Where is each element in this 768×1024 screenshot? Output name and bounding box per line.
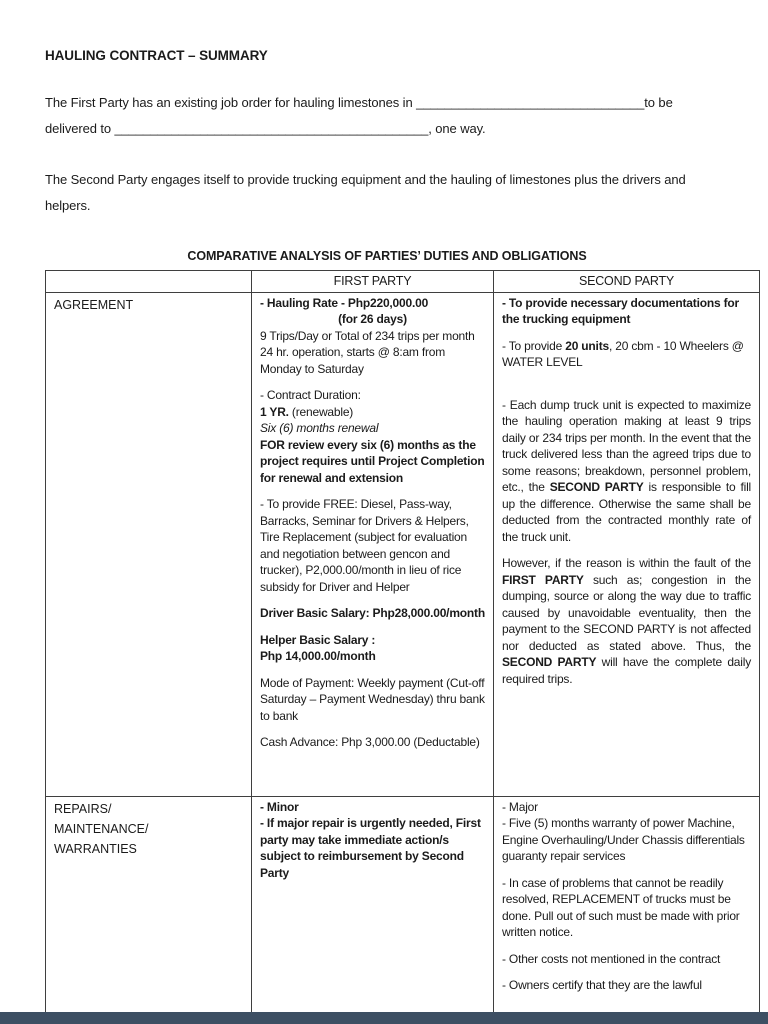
cell-paragraph [54, 799, 243, 819]
cell-paragraph [260, 437, 485, 487]
text-run: 24 hr. operation, starts @ 8:am from Monday to Saturday [260, 345, 446, 376]
text-run: - Owners certify that they are the lawful [502, 978, 702, 992]
cell-paragraph [502, 875, 751, 941]
agreement-second-party-cell [494, 292, 760, 796]
agreement-first-party-cell [252, 292, 494, 796]
text-run: such as; congestion in the dumping, source or along the way due to traffic caused by unavoidable eventuality, then the payment to the SECOND PARTY is not affected nor deducted as stated above. Thus, the [502, 572, 751, 653]
text-run: 20 units [565, 338, 609, 353]
text-run: Six (6) months renewal [260, 421, 379, 435]
text-run: MAINTENANCE/ [54, 821, 149, 836]
header-cell-first-party: FIRST PARTY [252, 271, 494, 293]
cell-paragraph [260, 734, 485, 751]
viewer-footer-bar [0, 1012, 768, 1024]
intro-line-2 [45, 116, 729, 142]
text-run: FOR review every six (6) months as the project requires until Project Completion for renewal and extension [260, 437, 485, 485]
cell-paragraph [260, 675, 485, 725]
text-run: 1 YR. [260, 404, 289, 419]
blank-line: ________________________________ [416, 95, 645, 110]
header-cell-second-party: SECOND PARTY [494, 271, 760, 293]
cell-paragraph [502, 815, 751, 865]
text-run: to be [644, 95, 673, 110]
repairs-first-party-cell [252, 796, 494, 1012]
intro-paragraph-2: The Second Party engages itself to provide trucking equipment and the hauling of limestones plus the drivers and helpers. [45, 172, 686, 213]
text-run: Cash Advance: Php 3,000.00 (Deductable) [260, 735, 480, 749]
text-run: 9 Trips/Day or Total of 234 trips per month [260, 328, 475, 343]
text-run: - Minor [260, 799, 299, 814]
cell-paragraph [502, 555, 751, 687]
table-row-repairs [46, 796, 760, 1012]
cell-paragraph [502, 951, 751, 968]
cell-paragraph [260, 648, 485, 665]
cell-paragraph [260, 344, 485, 377]
text-run: However, if the reason is within the fault of the [502, 556, 751, 570]
table-title: COMPARATIVE ANALYSIS OF PARTIES’ DUTIES AND OBLIGATIONS [187, 249, 587, 263]
text-run: , 20 cbm - 10 Wheelers @ WATER LEVEL [502, 338, 744, 369]
intro-line-1 [45, 90, 729, 116]
text-run: AGREEMENT [54, 297, 134, 312]
cell-paragraph [502, 397, 751, 546]
text-run: - Major [502, 799, 538, 814]
text-run: delivered to [45, 121, 115, 136]
cell-paragraph [260, 496, 485, 595]
text-run: - If major repair is urgently needed, First party may take immediate action/s subject to reimbursement by Second Party [260, 816, 481, 880]
text-run: - Five (5) months warranty of power Machine, Engine Overhauling/Under Chassis differentials guaranty repair services [502, 816, 745, 863]
cell-paragraph [54, 839, 243, 859]
cell-paragraph [260, 295, 485, 312]
text-run: The First Party has an existing job order for hauling limestones in [45, 95, 417, 110]
cell-paragraph [260, 420, 485, 437]
text-run: Helper Basic Salary : [260, 632, 376, 647]
intro-paragraph-1 [45, 90, 729, 142]
text-run: Mode of Payment: Weekly payment (Cut-off Saturday – Payment Wednesday) thru bank to bank [260, 675, 485, 723]
text-run: - To provide FREE: Diesel, Pass-way, Barracks, Seminar for Drivers & Helpers, Tire Replacement (subject for evaluation and negotiation between gencon and trucker), P2,000.00/month in lieu of rice subsidy for Driver and Helper [260, 497, 469, 594]
table-row-agreement [46, 292, 760, 796]
document-content [45, 48, 751, 1013]
text-run: - To provide necessary documentations for the trucking equipment [502, 295, 739, 326]
cell-paragraph [260, 328, 485, 345]
text-run: - In case of problems that cannot be readily resolved, REPLACEMENT of trucks must be done. Pull out of such must be made with prior written notice. [502, 875, 740, 939]
text-run: WARRANTIES [54, 841, 137, 856]
cell-paragraph [260, 815, 485, 881]
text-run: is responsible to fill up the difference. Otherwise the same shall be deducted from the contracted monthly rate of the truck unit. [502, 480, 751, 544]
comparative-table [45, 270, 760, 1013]
text-run: (renewable) [288, 404, 354, 419]
cell-paragraph [260, 799, 485, 816]
text-run: - To provide [502, 338, 566, 353]
blank-line: ____________________________________________ [114, 121, 429, 136]
text-run: SECOND PARTY [549, 480, 644, 494]
cell-paragraph [260, 605, 485, 622]
cell-paragraph [502, 977, 751, 994]
text-run: SECOND PARTY [502, 655, 597, 669]
row-label-repairs [46, 796, 252, 1012]
header-cell-empty [46, 271, 252, 293]
cell-paragraph [54, 819, 243, 839]
text-run: FIRST PARTY [502, 572, 584, 587]
cell-paragraph [260, 404, 485, 421]
table-header-row [46, 271, 760, 293]
text-run: - Each dump truck unit is expected to maximize the hauling operation making at least 9 trips daily or 234 trips per month. In the event that the truck delivered less than the agreed trips due to some reasons; breakdown, personnel problem, etc., the [502, 397, 751, 494]
cell-paragraph [502, 799, 751, 816]
text-run: REPAIRS/ [54, 801, 112, 816]
cell-paragraph [54, 295, 243, 315]
cell-paragraph [260, 311, 485, 328]
cell-paragraph [260, 632, 485, 649]
text-run: , one way. [428, 121, 486, 136]
text-run: (for 26 days) [338, 312, 407, 326]
text-run: Php 14,000.00/month [260, 649, 376, 663]
cell-paragraph [260, 387, 485, 404]
text-run: Driver Basic Salary: Php28,000.00/month [260, 606, 485, 620]
text-run: - Hauling Rate - Php220,000.00 [260, 295, 429, 310]
row-label-agreement [46, 292, 252, 796]
text-run: - Other costs not mentioned in the contract [502, 951, 721, 966]
document-title: HAULING CONTRACT – SUMMARY [45, 48, 268, 63]
cell-paragraph [502, 295, 751, 328]
text-run: will have the complete daily required trips. [502, 655, 751, 686]
text-run: - Contract Duration: [260, 388, 361, 402]
cell-paragraph [502, 338, 751, 371]
repairs-second-party-cell [494, 796, 760, 1012]
